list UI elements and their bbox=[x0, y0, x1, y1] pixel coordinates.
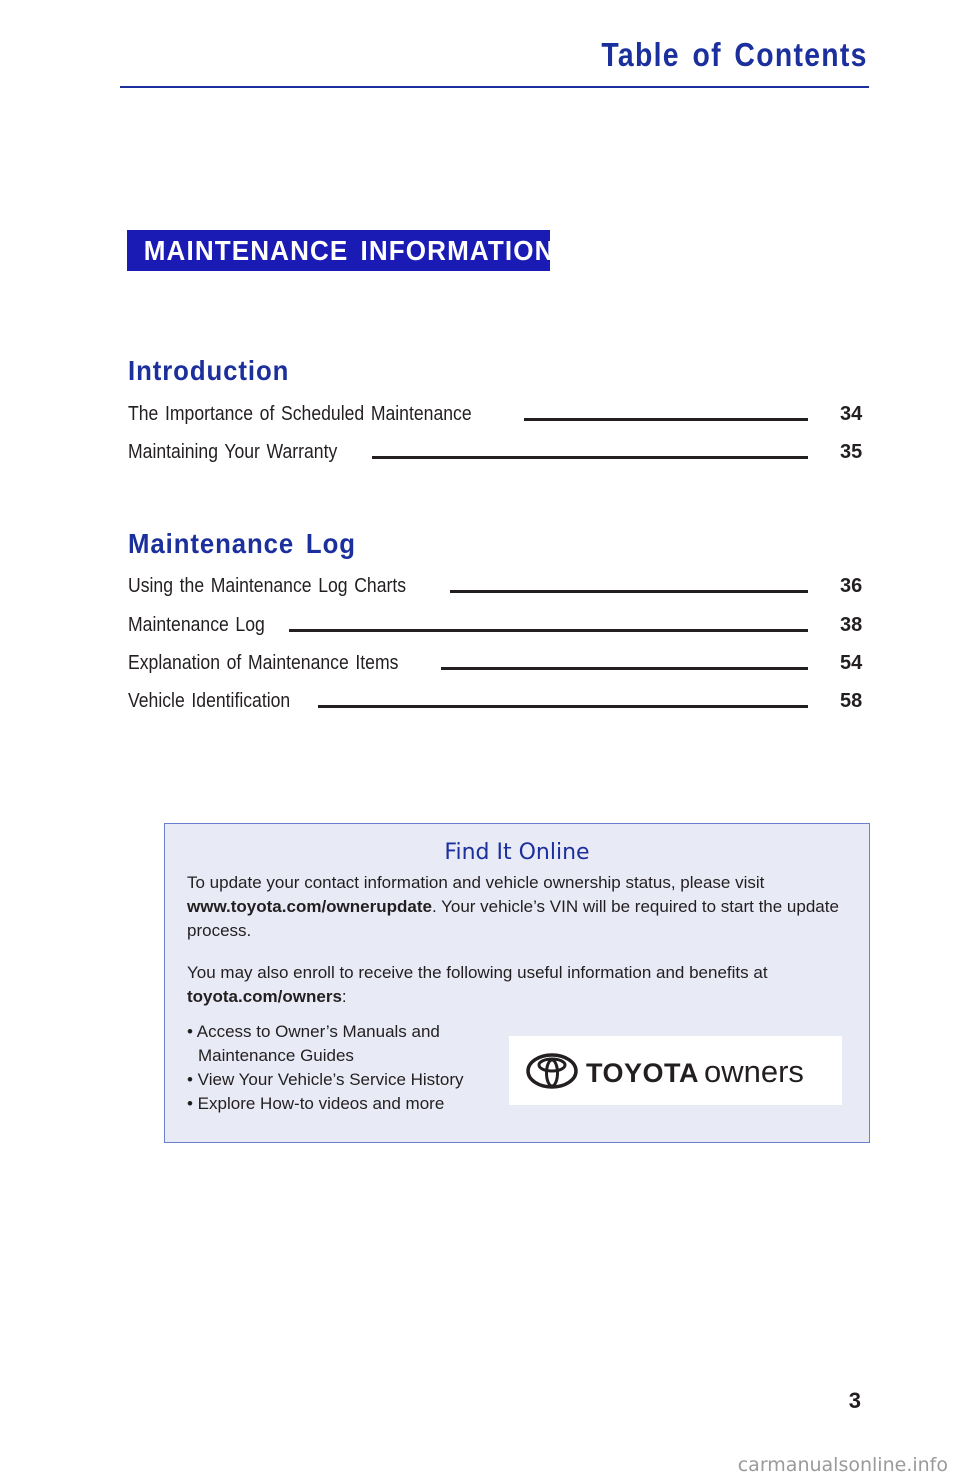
toc-entry[interactable] bbox=[128, 685, 862, 713]
page-number: 3 bbox=[848, 1388, 861, 1413]
toc-entry-page: 58 bbox=[840, 690, 863, 712]
toc-group-title-introduction: Introduction bbox=[128, 355, 290, 386]
find-it-online-box bbox=[164, 823, 870, 1143]
owner-update-link[interactable]: www.toyota.com/ownerupdate bbox=[187, 897, 432, 916]
toyota-emblem-icon bbox=[526, 1049, 826, 1093]
owner-update-text-after: . Your vehicle’s VIN will be required to start the update process. bbox=[187, 897, 839, 940]
toc-entry-label: Maintaining Your Warranty bbox=[128, 441, 338, 463]
toc-leader-line bbox=[441, 667, 808, 670]
toc-entry-label: Maintenance Log bbox=[128, 614, 265, 636]
toc-entry-page: 34 bbox=[840, 403, 863, 425]
section-banner bbox=[127, 230, 555, 271]
list-item: • Access to Owner’s Manuals and Maintenance Guides bbox=[187, 1022, 440, 1065]
toc-entry-page: 36 bbox=[840, 575, 863, 597]
benefits-list bbox=[187, 1020, 507, 1116]
toyota-owners-logo bbox=[509, 1036, 842, 1105]
toc-leader-line bbox=[318, 705, 808, 708]
toc-entry-label: Explanation of Maintenance Items bbox=[128, 652, 399, 674]
header-divider bbox=[120, 86, 869, 88]
watermark: carmanualsonline.info bbox=[737, 1454, 948, 1476]
find-it-online-heading: Find It Online bbox=[444, 840, 590, 865]
toc-entry[interactable] bbox=[128, 609, 862, 637]
owner-update-paragraph bbox=[187, 871, 849, 943]
toc-entry-label: Vehicle Identification bbox=[128, 690, 291, 712]
toc-leader-line bbox=[372, 456, 808, 459]
toc-entry-label: Using the Maintenance Log Charts bbox=[128, 575, 407, 597]
page-header-title: Table of Contents bbox=[601, 36, 868, 73]
logo-brand-text: TOYOTA bbox=[585, 1057, 699, 1088]
toc-entry-page: 35 bbox=[840, 441, 863, 463]
toc-leader-line bbox=[289, 629, 808, 632]
owners-link[interactable]: toyota.com/owners bbox=[187, 987, 342, 1006]
logo-suffix-text: owners bbox=[703, 1053, 804, 1089]
owner-update-text: To update your contact information and vehicle ownership status, please visit bbox=[187, 873, 765, 892]
toc-entry-page: 54 bbox=[840, 652, 863, 674]
toc-entry[interactable] bbox=[128, 647, 862, 675]
toc-group-title-maintenance-log: Maintenance Log bbox=[128, 528, 356, 559]
toc-entry-label: The Importance of Scheduled Maintenance bbox=[128, 403, 472, 425]
toc-leader-line bbox=[524, 418, 808, 421]
list-item: • Explore How-to videos and more bbox=[187, 1094, 445, 1113]
owners-enroll-text: You may also enroll to receive the following useful information and benefits at bbox=[187, 963, 768, 982]
toc-entry-page: 38 bbox=[840, 614, 863, 636]
owners-enroll-text-after: : bbox=[341, 987, 347, 1006]
toc-leader-line bbox=[450, 590, 808, 593]
section-banner-label: MAINTENANCE INFORMATION bbox=[143, 234, 555, 266]
owners-enroll-paragraph bbox=[187, 961, 849, 1009]
toc-entry[interactable] bbox=[128, 398, 862, 426]
list-item: • View Your Vehicle’s Service History bbox=[187, 1070, 464, 1089]
toc-entry[interactable] bbox=[128, 436, 862, 464]
toc-entry[interactable] bbox=[128, 570, 862, 598]
